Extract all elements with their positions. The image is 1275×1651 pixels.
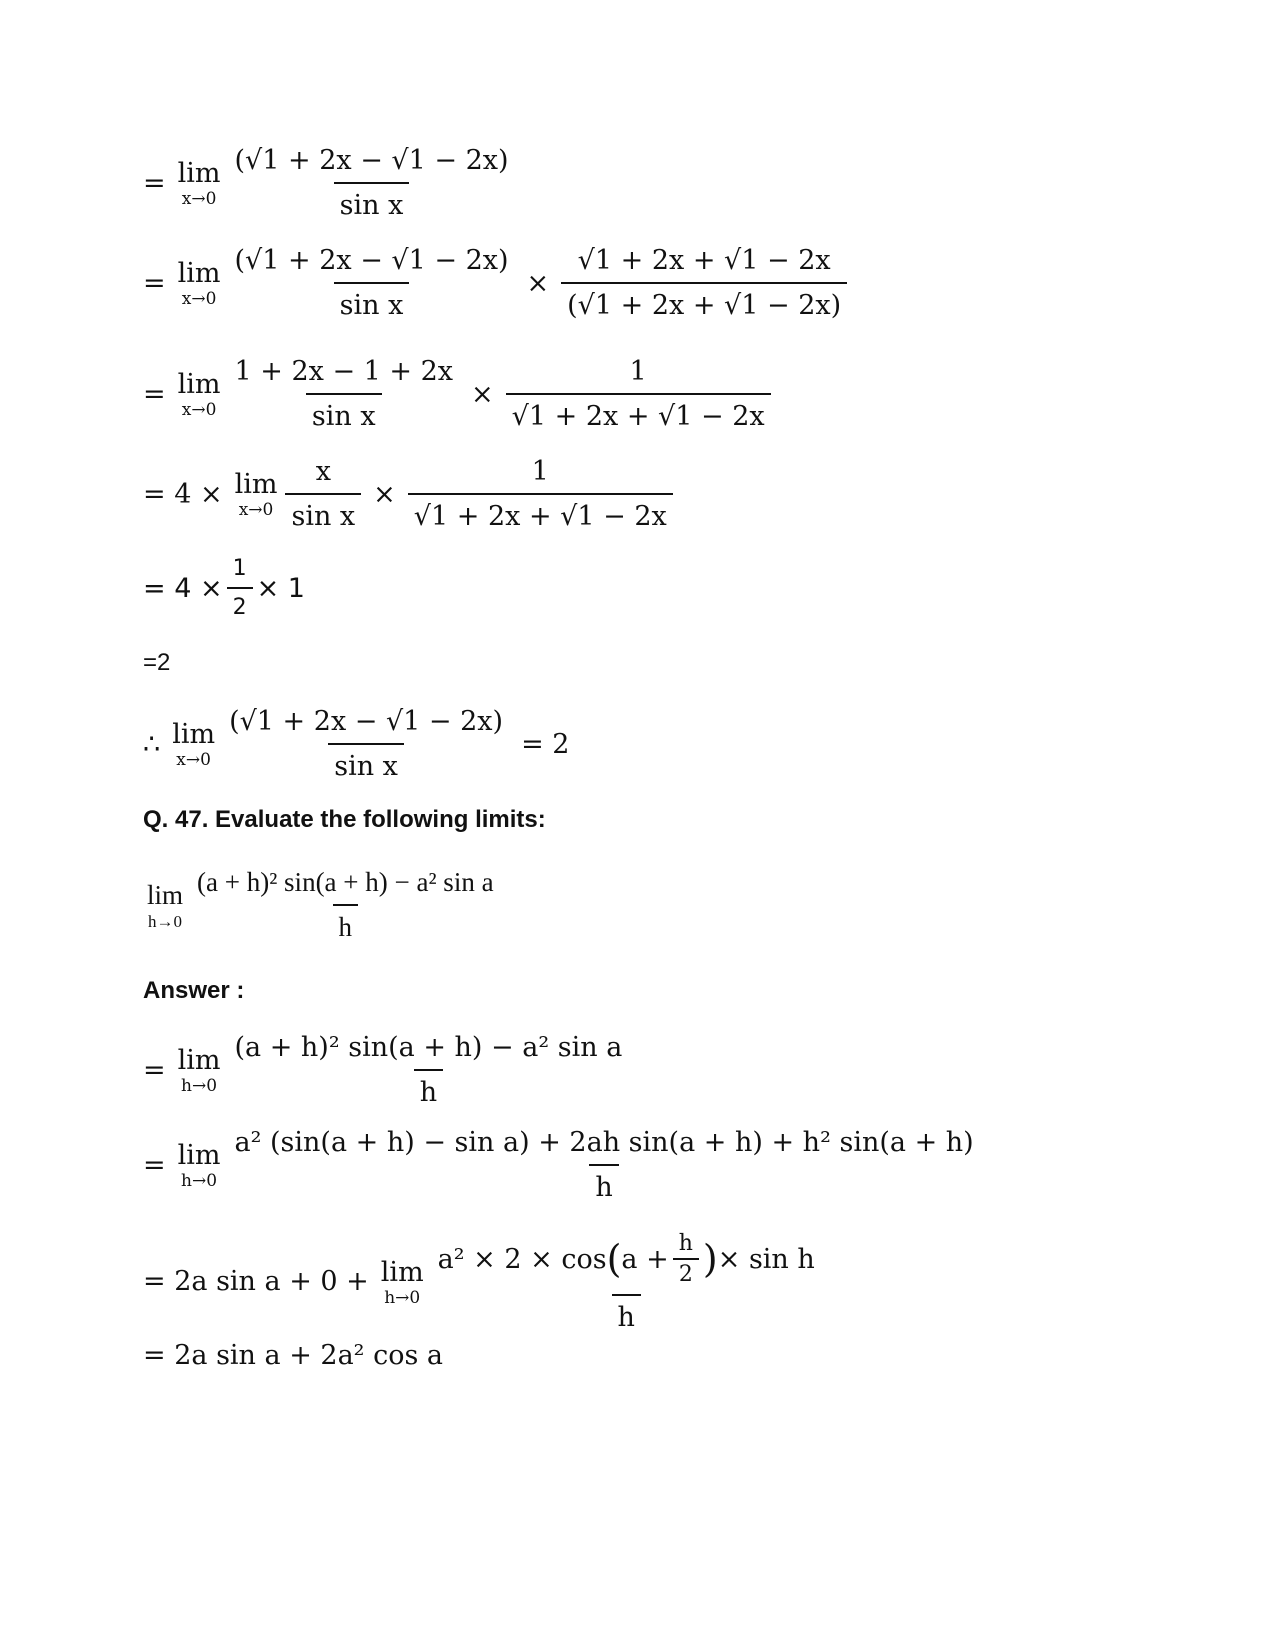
- denominator: h: [333, 904, 359, 943]
- fraction: [229, 145, 515, 221]
- denominator: sin x: [334, 182, 410, 221]
- numerator: √1 + 2x + √1 − 2x: [577, 245, 831, 276]
- numerator-suffix: × sin h: [717, 1243, 815, 1275]
- denominator: h: [589, 1164, 618, 1203]
- numerator: a² (sin(a + h) − sin a) + 2ah sin(a + h) + h² sin(a + h): [234, 1127, 974, 1158]
- limit-operator: lim h→0: [177, 1045, 221, 1097]
- solution-step-6: =2: [143, 649, 171, 676]
- limit-operator: lim h→0: [177, 1140, 221, 1192]
- answer-step-3: [143, 1231, 825, 1333]
- numerator: (√1 + 2x − √1 − 2x): [234, 145, 509, 176]
- equals-sign: =: [143, 378, 166, 410]
- numerator: 1: [232, 556, 247, 581]
- limit-subscript: x→0: [181, 400, 217, 421]
- limit-subscript: h→0: [148, 912, 182, 932]
- limit-operator: lim x→0: [234, 469, 278, 521]
- numerator-inner: a +: [621, 1243, 669, 1275]
- fraction-h-over-2: [673, 1231, 699, 1288]
- limit-operator: lim x→0: [177, 258, 221, 310]
- answer-label: Answer :: [143, 977, 245, 1004]
- times-sign: ×: [526, 267, 550, 299]
- denominator: sin x: [285, 493, 361, 532]
- denominator: (√1 + 2x + √1 − 2x): [561, 282, 847, 321]
- limit-subscript: x→0: [176, 750, 211, 771]
- equals-four-times: = 4 ×: [143, 478, 223, 510]
- equals-sign: =: [143, 167, 166, 199]
- denominator: √1 + 2x + √1 − 2x: [506, 393, 771, 432]
- limit-subscript: x→0: [181, 289, 217, 310]
- answer-result: = 2a sin a + 2a² cos a: [143, 1340, 444, 1371]
- fraction: [506, 356, 771, 432]
- solution-step-5: [143, 556, 305, 621]
- limit-subscript: h→0: [181, 1171, 218, 1192]
- numerator-prefix: a² × 2 × cos: [437, 1243, 607, 1275]
- numerator: 1 + 2x − 1 + 2x: [234, 356, 454, 387]
- fraction: [408, 456, 673, 532]
- denominator: sin x: [334, 282, 410, 321]
- limit-subscript: x→0: [238, 500, 274, 521]
- fraction: [229, 1127, 980, 1203]
- numerator: 1: [629, 356, 647, 387]
- open-paren: (: [606, 1237, 622, 1282]
- solution-conclusion: [143, 706, 577, 782]
- fraction: [561, 245, 847, 321]
- numerator: [432, 1231, 821, 1294]
- limit-subscript: h→0: [181, 1076, 218, 1097]
- limit-operator: lim h→0: [380, 1256, 424, 1308]
- fraction: [285, 456, 361, 532]
- solution-step-1: [143, 145, 519, 221]
- numerator: 1: [531, 456, 549, 487]
- equals-prefix: = 2a sin a + 0 +: [143, 1266, 369, 1298]
- limit-operator: lim x→0: [172, 719, 216, 771]
- denominator: 2: [673, 1258, 699, 1287]
- times-one: × 1: [256, 572, 305, 604]
- times-sign: ×: [471, 378, 494, 410]
- limit-subscript: x→0: [181, 189, 217, 210]
- close-paren: ): [702, 1237, 718, 1282]
- limit-operator: lim x→0: [177, 369, 221, 421]
- denominator: 2: [227, 587, 253, 620]
- denominator: sin x: [306, 393, 382, 432]
- limit-operator: lim h→0: [147, 880, 184, 932]
- equals-sign: =: [143, 1149, 166, 1181]
- denominator: h: [612, 1294, 641, 1333]
- question-heading: Q. 47. Evaluate the following limits:: [143, 806, 546, 833]
- therefore-sign: ∴: [143, 728, 161, 760]
- limit-operator: lim x→0: [177, 158, 221, 210]
- equals-two: = 2: [521, 728, 570, 760]
- fraction: [229, 356, 460, 432]
- solution-step-2: [143, 245, 851, 321]
- fraction: [229, 245, 515, 321]
- equals-sign: =: [143, 267, 166, 299]
- answer-step-1: [143, 1032, 632, 1108]
- numerator: (√1 + 2x − √1 − 2x): [229, 706, 504, 737]
- equals-sign: =: [143, 1054, 166, 1086]
- denominator: sin x: [328, 743, 404, 782]
- solution-step-3: [143, 356, 775, 432]
- problem-expression: [143, 867, 504, 943]
- fraction-one-half: [227, 556, 253, 621]
- fraction: [223, 706, 509, 782]
- answer-step-2: [143, 1127, 984, 1203]
- denominator: √1 + 2x + √1 − 2x: [408, 493, 673, 532]
- numerator: (a + h)² sin(a + h) − a² sin a: [234, 1032, 623, 1063]
- denominator: h: [414, 1069, 443, 1108]
- fraction: [229, 1032, 629, 1108]
- fraction: [191, 867, 500, 943]
- numerator: (a + h)² sin(a + h) − a² sin a: [197, 867, 494, 897]
- limit-subscript: h→0: [384, 1287, 421, 1308]
- numerator: x: [315, 456, 331, 487]
- numerator: h: [678, 1231, 693, 1256]
- equals-four-times: = 4 ×: [143, 572, 223, 604]
- fraction: [432, 1231, 821, 1333]
- solution-step-4: [143, 456, 677, 532]
- times-sign: ×: [373, 478, 396, 510]
- numerator: (√1 + 2x − √1 − 2x): [234, 245, 509, 276]
